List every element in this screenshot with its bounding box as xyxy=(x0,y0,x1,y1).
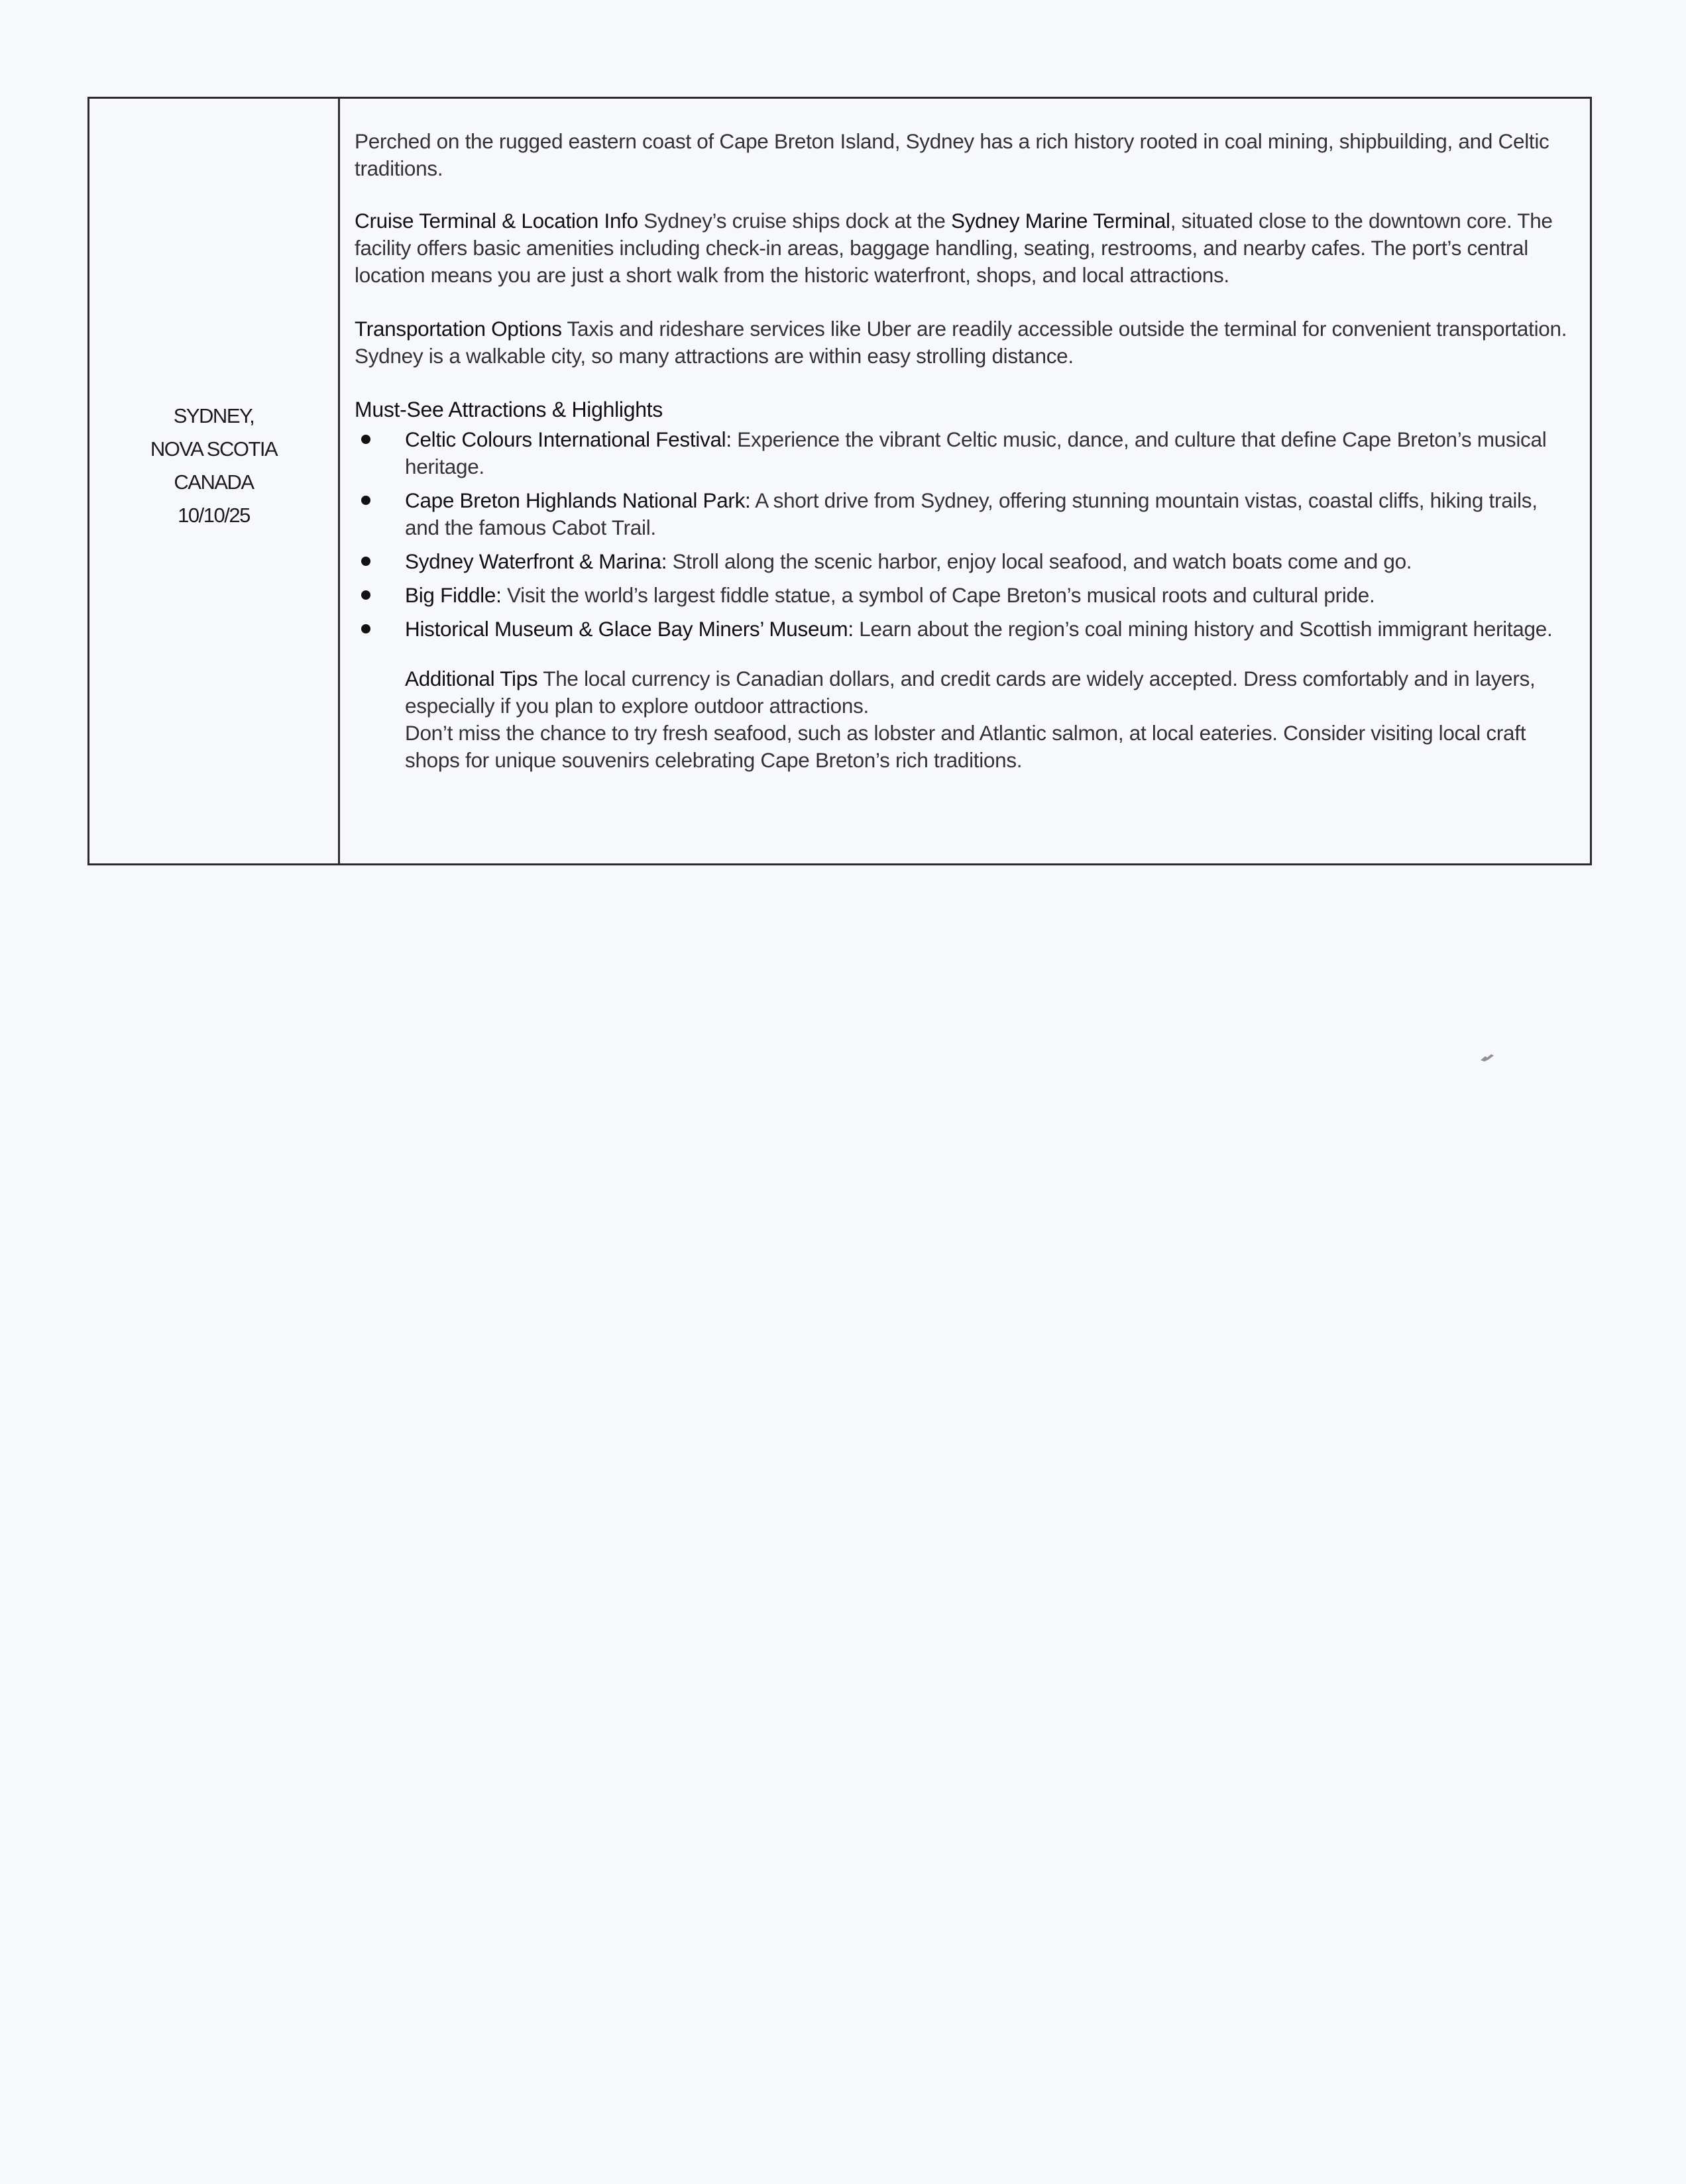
tips-paragraph-2: Don’t miss the chance to try fresh seafood, such as lobster and Atlantic salmon, at local eateries. Consider visiting local craft shops for unique souvenirs celebrating Cape Breton’s rich traditions. xyxy=(405,721,1526,772)
bullet-icon xyxy=(361,496,370,505)
transportation-text: Taxis and rideshare services like Uber are readily accessible outside the terminal for convenient transportation. Sydney is a walkable city, so many attractions are within easy strolling distance. xyxy=(355,317,1567,368)
attraction-text: Experience the vibrant Celtic music, dance, and culture that define Cape Breton’s musical heritage. xyxy=(405,427,1547,478)
attraction-text: Stroll along the scenic harbor, enjoy local seafood, and watch boats come and go. xyxy=(667,549,1412,573)
cruise-terminal-text-a: Sydney’s cruise ships dock at the xyxy=(638,209,952,233)
list-item xyxy=(405,582,1577,609)
list-item xyxy=(405,487,1577,541)
attraction-name: Celtic Colours International Festival: xyxy=(405,427,732,451)
bullet-icon xyxy=(361,435,370,444)
cruise-terminal-paragraph xyxy=(355,207,1577,289)
cruise-terminal-heading: Cruise Terminal & Location Info xyxy=(355,209,638,233)
port-country: CANADA xyxy=(174,470,254,494)
bullet-icon xyxy=(361,590,370,600)
port-date: 10/10/25 xyxy=(178,504,250,527)
port-info xyxy=(89,400,338,532)
intro-paragraph: Perched on the rugged eastern coast of Cape Breton Island, Sydney has a rich history rooted in coal mining, shipbuilding, and Celtic traditions. xyxy=(355,129,1549,180)
bullet-icon xyxy=(361,557,370,566)
bullet-icon xyxy=(361,624,370,633)
scan-speck-mark xyxy=(1479,1054,1496,1063)
tips-text: The local currency is Canadian dollars, and credit cards are widely accepted. Dress comfortably and in layers, especially if you plan to explore outdoor attractions. xyxy=(405,667,1536,718)
list-item xyxy=(405,426,1577,480)
attraction-text: Learn about the region’s coal mining history and Scottish immigrant heritage. xyxy=(853,617,1553,641)
attraction-name: Sydney Waterfront & Marina: xyxy=(405,549,667,573)
description-column xyxy=(340,99,1590,863)
attraction-name: Historical Museum & Glace Bay Miners’ Museum: xyxy=(405,617,854,641)
list-item xyxy=(405,548,1577,575)
list-item xyxy=(405,616,1577,643)
itinerary-table xyxy=(87,97,1592,865)
cruise-terminal-text-b: , situated close to the downtown core. The facility offers basic amenities including check-in areas, baggage handling, seating, restrooms, and nearby cafes. The port’s central location means you are just a short walk from the historic waterfront, shops, and local attractions. xyxy=(355,209,1553,287)
port-province: NOVA SCOTIA xyxy=(150,437,278,461)
transportation-paragraph xyxy=(355,315,1577,370)
transportation-heading: Transportation Options xyxy=(355,317,562,341)
tips-heading: Additional Tips xyxy=(405,667,538,690)
additional-tips xyxy=(405,665,1577,774)
attraction-text: Visit the world’s largest fiddle statue, a symbol of Cape Breton’s musical roots and cultural pride. xyxy=(501,583,1375,607)
attraction-name: Cape Breton Highlands National Park: xyxy=(405,488,751,512)
terminal-name: Sydney Marine Terminal xyxy=(951,209,1170,233)
attractions-list xyxy=(355,426,1577,643)
port-city: SYDNEY, xyxy=(173,404,254,427)
tips-paragraph xyxy=(405,665,1577,720)
attraction-name: Big Fiddle: xyxy=(405,583,502,607)
attraction-text: A short drive from Sydney, offering stunning mountain vistas, coastal cliffs, hiking trails, and the famous Cabot Trail. xyxy=(405,488,1538,539)
port-column xyxy=(89,99,340,863)
attractions-heading: Must-See Attractions & Highlights xyxy=(355,398,663,421)
